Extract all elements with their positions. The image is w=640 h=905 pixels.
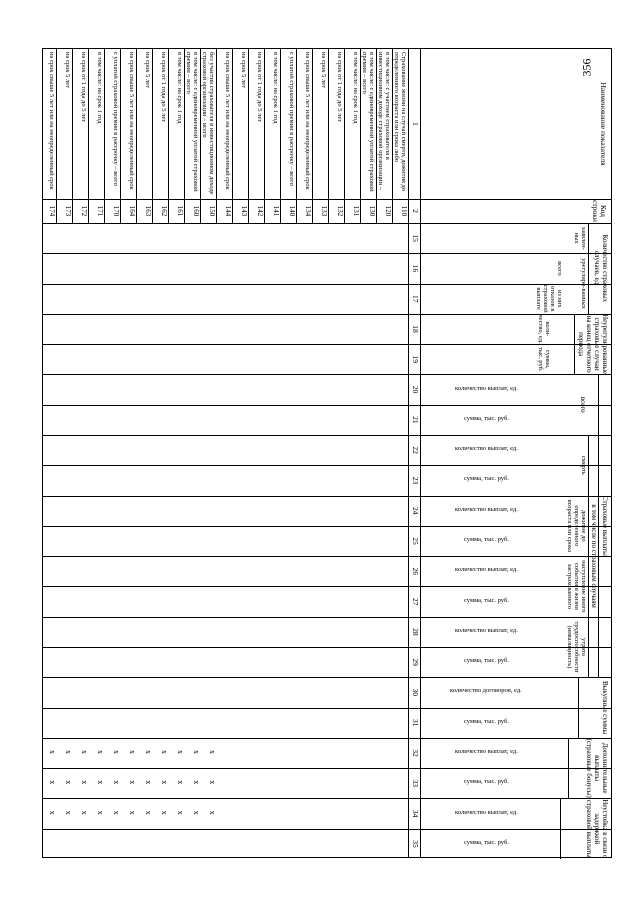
row-name: на срок 5 лет — [144, 52, 151, 89]
column-line — [43, 223, 611, 224]
row-code: 141 — [272, 205, 280, 217]
column-number: 19 — [411, 355, 420, 364]
column-number: 21 — [411, 416, 420, 424]
row-name: на срок от 1 года до 5 лет — [160, 52, 167, 123]
row-code: 134 — [304, 205, 312, 217]
row-name: на срок 5 лет — [320, 52, 327, 89]
x-mark: x — [112, 750, 121, 754]
row-code: 170 — [112, 205, 120, 217]
row-name: с уплатой страховой премии в рассрочку – всего — [112, 52, 119, 186]
payment-subheader: сумма, тыс. руб. — [463, 778, 509, 786]
x-mark: x — [176, 780, 185, 785]
payment-subheader: количество выплат, ед. — [454, 505, 518, 513]
row-code: 161 — [176, 205, 184, 217]
row-line — [104, 49, 105, 223]
row-code: 173 — [64, 205, 72, 217]
row-code: 150 — [208, 205, 216, 217]
group-line — [560, 798, 561, 859]
group-line — [574, 314, 575, 375]
column-line — [43, 465, 611, 466]
row-line — [296, 49, 297, 223]
column-line — [43, 586, 611, 587]
column-number: 30 — [411, 688, 420, 697]
row-code: 163 — [144, 205, 152, 217]
x-mark: x — [64, 780, 73, 785]
x-mark: x — [64, 750, 73, 754]
group-line — [588, 435, 589, 677]
total-header: всего — [556, 261, 563, 276]
x-mark: x — [96, 750, 105, 754]
row-name: с уплатой страховой премии в рассрочку – всего — [288, 52, 295, 186]
row-line — [264, 49, 265, 223]
row-line — [152, 49, 153, 223]
payment-subheader: количество выплат, ед. — [454, 626, 518, 634]
column-number: 27 — [411, 597, 420, 606]
x-mark: x — [160, 810, 169, 815]
column-number: 31 — [411, 718, 420, 727]
group-line — [598, 374, 599, 677]
row-code: 110 — [400, 205, 408, 217]
row-line — [280, 49, 281, 223]
column-number: 23 — [411, 476, 420, 485]
row-line — [360, 49, 361, 223]
x-mark: x — [96, 780, 105, 785]
column-number: 32 — [411, 749, 420, 757]
row-code: 164 — [128, 205, 136, 217]
row-line — [88, 49, 89, 223]
column-line — [43, 496, 611, 497]
column-line — [43, 253, 611, 254]
row-code: 162 — [160, 205, 168, 217]
column-line — [43, 344, 611, 345]
payments-group-header: Страховые выплаты — [601, 495, 609, 556]
group-line — [588, 223, 589, 314]
column-line — [43, 556, 611, 557]
payment-subheader: количество выплат, ед. — [454, 748, 518, 755]
x-mark: x — [192, 750, 201, 754]
row-name: в том числе: на срок 1 год — [176, 52, 183, 124]
row-name: в том числе: с единовременной уплатой страховой премии – всего — [361, 52, 375, 192]
row-line — [216, 49, 217, 223]
statistics-table — [42, 48, 612, 858]
x-mark: x — [80, 750, 89, 754]
column-number: 18 — [411, 325, 420, 333]
column-number: 22 — [411, 446, 420, 454]
qty-header: коли-чество, ед. — [537, 314, 551, 344]
row-name: Страхование жизни на случай смерти, дожития до определенного возраста или срока либо — [393, 52, 407, 192]
payment-subheader: количество договоров, ед. — [450, 687, 522, 695]
row-name: на срок 5 лет — [64, 52, 71, 89]
column-line — [43, 829, 611, 830]
disability-header: утрата трудоспособности (инвалидность) — [566, 621, 587, 673]
payment-subheader: сумма, тыс. руб. — [463, 475, 509, 483]
row-name: на срок свыше 5 лет или на неопределенный срок — [128, 52, 135, 190]
x-mark: x — [80, 810, 89, 815]
column-number: 34 — [411, 809, 420, 818]
x-mark: x — [48, 750, 57, 754]
row-line — [56, 49, 57, 223]
column-line — [43, 526, 611, 527]
row-name: в том числе: с участием страхователя в инвестиционном доходе страховой организации – — [377, 52, 391, 190]
other-event-header: наступление иного события в жизни застрахованного — [566, 560, 587, 613]
column-number: 24 — [411, 506, 420, 515]
payments-total-header: всего — [579, 396, 587, 413]
column-line — [43, 314, 611, 315]
row-code: 144 — [224, 205, 232, 217]
x-mark: x — [144, 750, 153, 754]
header-bottom-line — [420, 49, 421, 857]
column-line — [43, 738, 611, 739]
x-mark: x — [112, 810, 121, 815]
column-number: 15 — [411, 234, 420, 242]
name-column-header: Наименование показателя — [599, 82, 608, 166]
count-group-header: Количество страховых случаев, ед. — [593, 234, 609, 303]
row-name: на срок свыше 5 лет или на неопределенный срок — [224, 52, 231, 190]
row-name: в том числе: на срок 1 год — [352, 52, 359, 124]
row-line — [328, 49, 329, 223]
column-number: 20 — [411, 385, 420, 394]
row-line — [168, 49, 169, 223]
column-number: 2 — [411, 209, 420, 213]
row-line — [72, 49, 73, 223]
penalty-header: Неустойка в связи с задержкой страховой выплаты — [585, 799, 609, 859]
of-them-header: из них отказов в страховой выплате — [535, 284, 563, 313]
x-mark: x — [160, 780, 169, 785]
column-line — [43, 435, 611, 436]
declared-header: заявлен-ных — [573, 226, 587, 250]
column-number: 35 — [411, 840, 420, 848]
row-line — [200, 49, 201, 223]
payment-subheader: количество выплат, ед. — [454, 808, 518, 816]
row-name: на срок от 1 года до 5 лет — [336, 52, 343, 123]
payment-subheader: сумма, тыс. руб. — [463, 657, 509, 665]
sum-header: сумма, тыс. руб. — [537, 346, 551, 372]
code-column-header: Код строки — [591, 200, 608, 222]
row-name: на срок от 1 года до 5 лет — [80, 52, 87, 123]
x-mark: x — [192, 810, 201, 815]
x-mark: x — [144, 780, 153, 785]
row-name: без участия страхователя в инвестиционном доходе страховой организации – всего — [201, 52, 215, 195]
row-name: на срок от 1 года до 5 лет — [256, 52, 263, 123]
payment-subheader: количество выплат, ед. — [454, 566, 518, 574]
column-number: 29 — [411, 658, 420, 666]
row-code: 160 — [192, 205, 200, 217]
row-name: в том числе: на срок 1 год — [96, 52, 103, 124]
row-line — [120, 49, 121, 223]
x-mark: x — [48, 780, 57, 785]
column-line — [43, 798, 611, 799]
unsettled-group-header: Неурегулированные страховые случаи на конец отчетного периода — [577, 314, 609, 375]
x-mark: x — [128, 780, 137, 785]
x-mark: x — [80, 780, 89, 785]
row-line — [232, 49, 233, 223]
column-number: 16 — [411, 264, 420, 273]
row-code: 131 — [352, 205, 360, 217]
x-mark: x — [128, 810, 137, 815]
row-line — [312, 49, 313, 223]
x-mark: x — [208, 750, 217, 754]
number-row-line — [408, 49, 409, 857]
row-code: 174 — [48, 205, 56, 217]
column-number: 33 — [411, 779, 420, 788]
x-mark: x — [176, 750, 185, 754]
row-code: 132 — [336, 205, 344, 217]
column-number: 28 — [411, 628, 420, 636]
row-name: на срок свыше 5 лет или на неопределенный срок — [304, 52, 311, 190]
settled-header: урегулиро-ванных — [580, 258, 587, 309]
row-code: 172 — [80, 205, 88, 217]
x-mark: x — [208, 810, 217, 815]
row-code: 171 — [96, 205, 104, 217]
x-mark: x — [48, 810, 57, 815]
group-line — [578, 677, 579, 738]
x-mark: x — [128, 750, 137, 754]
row-name: на срок свыше 5 лет или на неопределенный срок — [48, 52, 55, 190]
row-name: в том числе: на срок 1 год — [272, 52, 279, 124]
row-line — [248, 49, 249, 223]
incl-by-cases-header: в том числе по страховым случаям — [590, 504, 598, 608]
column-line — [43, 677, 611, 678]
row-line — [376, 49, 377, 223]
row-line — [184, 49, 185, 223]
payment-subheader: сумма, тыс. руб. — [463, 414, 509, 422]
redemption-header: Выкупные суммы — [601, 680, 609, 735]
row-line — [392, 49, 393, 223]
column-number: 25 — [411, 537, 420, 545]
column-number: 1 — [411, 122, 420, 126]
survival-header: дожитие до определенного возраста или срока — [566, 499, 587, 553]
row-line — [344, 49, 345, 223]
page-number: 356 — [579, 58, 594, 77]
row-code: 143 — [240, 205, 248, 217]
x-mark: x — [112, 780, 121, 785]
x-mark: x — [64, 810, 73, 815]
death-header: смерть — [580, 455, 587, 475]
row-line — [136, 49, 137, 223]
column-line — [43, 374, 611, 375]
column-line — [43, 708, 611, 709]
column-number: 26 — [411, 567, 420, 576]
row-code: 133 — [320, 205, 328, 217]
row-name: в том числе: с единовременной уплатой страховой премии – всего — [185, 52, 199, 192]
x-mark: x — [208, 780, 217, 785]
x-mark: x — [176, 810, 185, 815]
payment-subheader: сумма, тыс. руб. — [463, 596, 509, 604]
payment-subheader: сумма, тыс. руб. — [463, 838, 509, 846]
column-line — [43, 284, 611, 285]
row-code: 140 — [288, 205, 296, 217]
payment-subheader: количество выплат, ед. — [454, 445, 518, 453]
payment-subheader: сумма, тыс. руб. — [463, 717, 509, 725]
group-line — [568, 738, 569, 799]
row-code: 120 — [384, 205, 392, 217]
row-code: 130 — [368, 205, 376, 217]
payment-subheader: количество выплат, ед. — [454, 384, 518, 392]
x-mark: x — [144, 810, 153, 815]
x-mark: x — [192, 780, 201, 785]
column-line — [43, 768, 611, 769]
payment-subheader: сумма, тыс. руб. — [463, 536, 509, 543]
column-line — [43, 647, 611, 648]
column-number: 17 — [411, 294, 420, 303]
column-line — [43, 405, 611, 406]
row-code: 142 — [256, 205, 264, 217]
x-mark: x — [160, 750, 169, 754]
x-mark: x — [96, 810, 105, 815]
row-name: на срок 5 лет — [240, 52, 247, 89]
column-line — [43, 617, 611, 618]
additional-header: Дополнительные выплаты (страховые бонусы) — [585, 738, 609, 798]
